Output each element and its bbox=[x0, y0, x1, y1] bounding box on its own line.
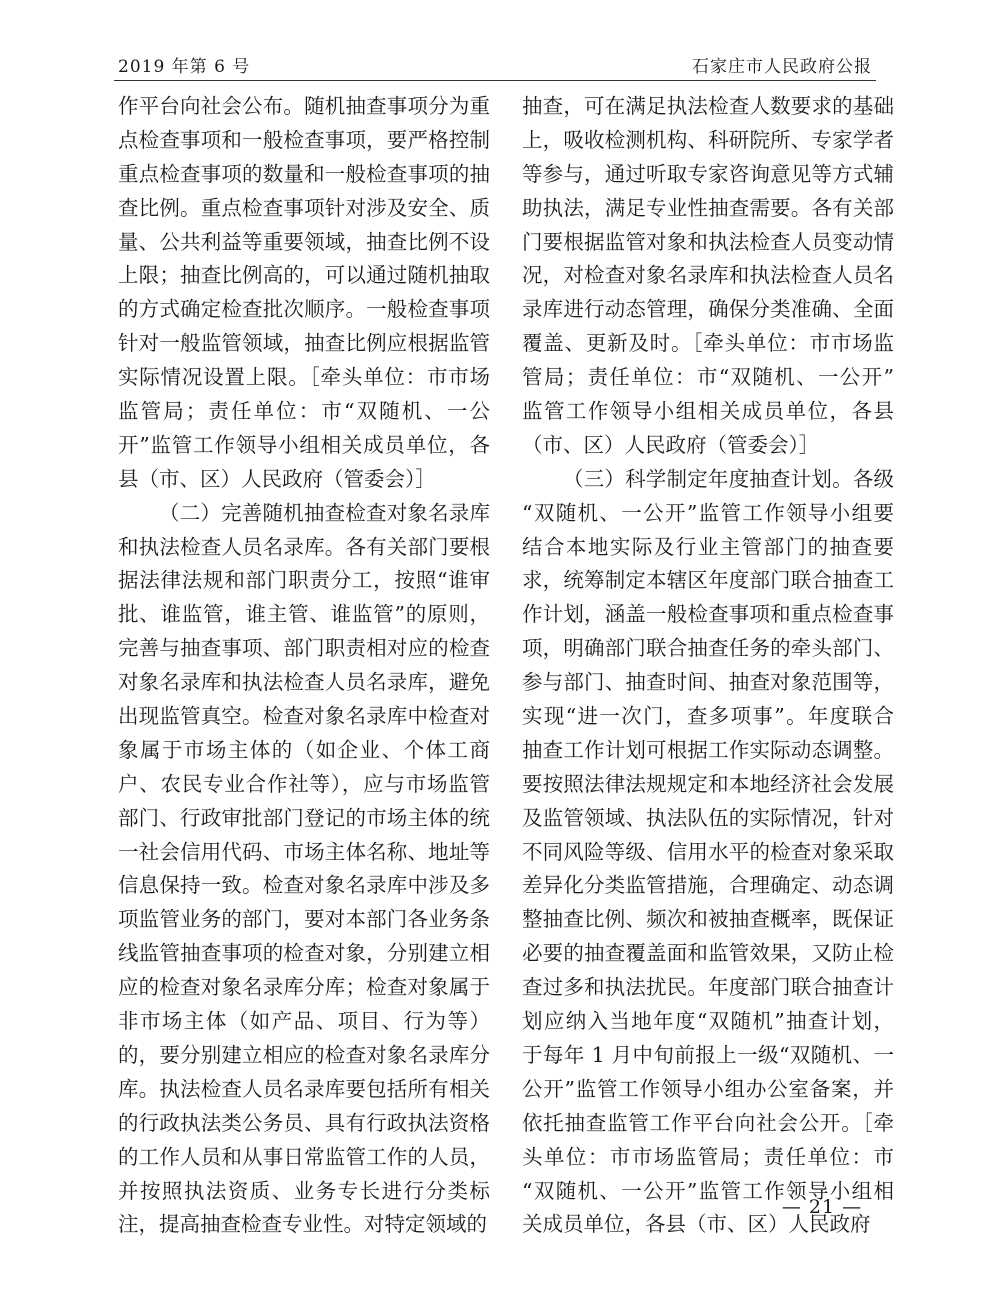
text-line: “双随机、一公开”监管工作领导小组相 bbox=[522, 1178, 894, 1203]
text-line: 必要的抽查覆盖面和监管效果，又防止检 bbox=[522, 941, 894, 966]
text-line: 非市场主体（如产品、项目、行为等） bbox=[118, 1009, 490, 1034]
publication-title: 石家庄市人民政府公报 bbox=[692, 56, 872, 77]
text-line: 门要根据监管对象和执法检查人员变动情 bbox=[522, 229, 894, 254]
text-line: 实际情况设置上限。［牵头单位：市市场 bbox=[118, 365, 490, 390]
text-line: 开”监管工作领导小组相关成员单位，各 bbox=[118, 432, 490, 457]
text-line: 不同风险等级、信用水平的检查对象采取 bbox=[522, 839, 894, 864]
text-line: 重点检查事项的数量和一般检查事项的抽 bbox=[118, 161, 490, 186]
text-line: 县（市、区）人民政府（管委会）］ bbox=[118, 466, 436, 491]
page-number: — 21 — bbox=[781, 1196, 863, 1218]
text-line: 划应纳入当地年度“双随机”抽查计划， bbox=[522, 1009, 894, 1034]
text-line: 及监管领域、执法队伍的实际情况，针对 bbox=[522, 805, 894, 830]
text-line: 作计划，涵盖一般检查事项和重点检查事 bbox=[522, 602, 894, 627]
text-line: 于每年 1 月中旬前报上一级“双随机、一 bbox=[522, 1042, 894, 1067]
text-line: 出现监管真空。检查对象名录库中检查对 bbox=[118, 704, 490, 729]
text-line: 户、农民专业合作社等），应与市场监管 bbox=[118, 771, 490, 796]
text-line: 应的检查对象名录库分库；检查对象属于 bbox=[118, 975, 490, 1000]
issue-label: 2019 年第 6 号 bbox=[118, 56, 251, 77]
text-line: 等参与，通过听取专家咨询意见等方式辅 bbox=[522, 161, 894, 186]
text-line: “双随机、一公开”监管工作领导小组要 bbox=[522, 500, 894, 525]
page-header bbox=[118, 50, 872, 78]
text-line: 求，统筹制定本辖区年度部门联合抽查工 bbox=[522, 568, 894, 593]
text-line: 项监管业务的部门，要对本部门各业务条 bbox=[118, 907, 490, 932]
text-line: 抽查，可在满足执法检查人数要求的基础 bbox=[522, 94, 894, 118]
text-line: 监管局；责任单位：市“双随机、一公 bbox=[118, 399, 490, 424]
text-line: 对象名录库和执法检查人员名录库，避免 bbox=[118, 670, 490, 695]
text-line: 量、公共利益等重要领域，抽查比例不设 bbox=[118, 229, 490, 254]
text-line: 依托抽查监管工作平台向社会公开。［牵 bbox=[522, 1110, 894, 1135]
text-line: 作平台向社会公布。随机抽查事项分为重 bbox=[118, 94, 490, 118]
text-line: 项，明确部门联合抽查任务的牵头部门、 bbox=[522, 636, 894, 661]
text-line: 的方式确定检查批次顺序。一般检查事项 bbox=[118, 297, 490, 322]
text-line: 管局；责任单位：市“双随机、一公开” bbox=[522, 365, 894, 390]
text-line: 参与部门、抽查时间、抽查对象范围等， bbox=[522, 670, 894, 695]
text-line: （三）科学制定年度抽查计划。各级 bbox=[563, 466, 894, 491]
text-line: 查比例。重点检查事项针对涉及安全、质 bbox=[118, 195, 490, 220]
text-line: 头单位：市市场监管局；责任单位：市 bbox=[522, 1144, 894, 1169]
text-line: 象属于市场主体的（如企业、个体工商 bbox=[118, 737, 490, 762]
text-line: 的工作人员和从事日常监管工作的人员， bbox=[118, 1144, 490, 1169]
text-line: 覆盖、更新及时。［牵头单位：市市场监 bbox=[522, 331, 894, 356]
text-line: （市、区）人民政府（管委会）］ bbox=[522, 432, 820, 457]
text-line: 监管工作领导小组相关成员单位，各县 bbox=[522, 399, 894, 424]
text-line: 并按照执法资质、业务专长进行分类标 bbox=[118, 1178, 490, 1203]
text-line: （二）完善随机抽查检查对象名录库 bbox=[159, 500, 490, 525]
text-line: 信息保持一致。检查对象名录库中涉及多 bbox=[118, 873, 490, 898]
text-line: 况，对检查对象名录库和执法检查人员名 bbox=[522, 263, 894, 288]
text-line: 差异化分类监管措施，合理确定、动态调 bbox=[522, 873, 894, 898]
text-line: 录库进行动态管理，确保分类准确、全面 bbox=[522, 297, 894, 322]
text-line: 查过多和执法扰民。年度部门联合抽查计 bbox=[522, 975, 894, 1000]
text-line: 注，提高抽查检查专业性。对特定领域的 bbox=[118, 1212, 487, 1237]
text-line: 针对一般监管领域，抽查比例应根据监管 bbox=[118, 331, 490, 356]
text-line: 结合本地实际及行业主管部门的抽查要 bbox=[522, 534, 894, 559]
right-text-column bbox=[522, 90, 894, 1242]
text-line: 上，吸收检测机构、科研院所、专家学者 bbox=[522, 127, 894, 152]
text-line: 据法律法规和部门职责分工，按照“谁审 bbox=[118, 568, 490, 593]
text-line: 关成员单位，各县（市、区）人民政府 bbox=[522, 1212, 871, 1237]
text-line: 要按照法律法规规定和本地经济社会发展 bbox=[522, 771, 894, 796]
left-text-column bbox=[118, 90, 490, 1242]
text-line: 实现“进一次门，查多项事”。年度联合 bbox=[522, 704, 894, 729]
text-line: 部门、行政审批部门登记的市场主体的统 bbox=[118, 805, 490, 830]
header-divider bbox=[114, 80, 876, 81]
text-line: 的，要分别建立相应的检查对象名录库分 bbox=[118, 1042, 490, 1067]
text-line: 整抽查比例、频次和被抽查概率，既保证 bbox=[522, 907, 894, 932]
text-line: 上限；抽查比例高的，可以通过随机抽取 bbox=[118, 263, 490, 288]
text-line: 线监管抽查事项的检查对象，分别建立相 bbox=[118, 941, 490, 966]
text-line: 公开”监管工作领导小组办公室备案，并 bbox=[522, 1076, 894, 1101]
text-line: 一社会信用代码、市场主体名称、地址等 bbox=[118, 839, 490, 864]
text-line: 批、谁监管，谁主管、谁监管”的原则， bbox=[118, 602, 490, 627]
text-line: 抽查工作计划可根据工作实际动态调整。 bbox=[522, 737, 894, 762]
text-line: 点检查事项和一般检查事项，要严格控制 bbox=[118, 127, 490, 152]
text-line: 的行政执法类公务员、具有行政执法资格 bbox=[118, 1110, 490, 1135]
text-line: 和执法检查人员名录库。各有关部门要根 bbox=[118, 534, 490, 559]
text-line: 助执法，满足专业性抽查需要。各有关部 bbox=[522, 195, 894, 220]
text-line: 完善与抽查事项、部门职责相对应的检查 bbox=[118, 636, 490, 661]
text-line: 库。执法检查人员名录库要包括所有相关 bbox=[118, 1076, 490, 1101]
